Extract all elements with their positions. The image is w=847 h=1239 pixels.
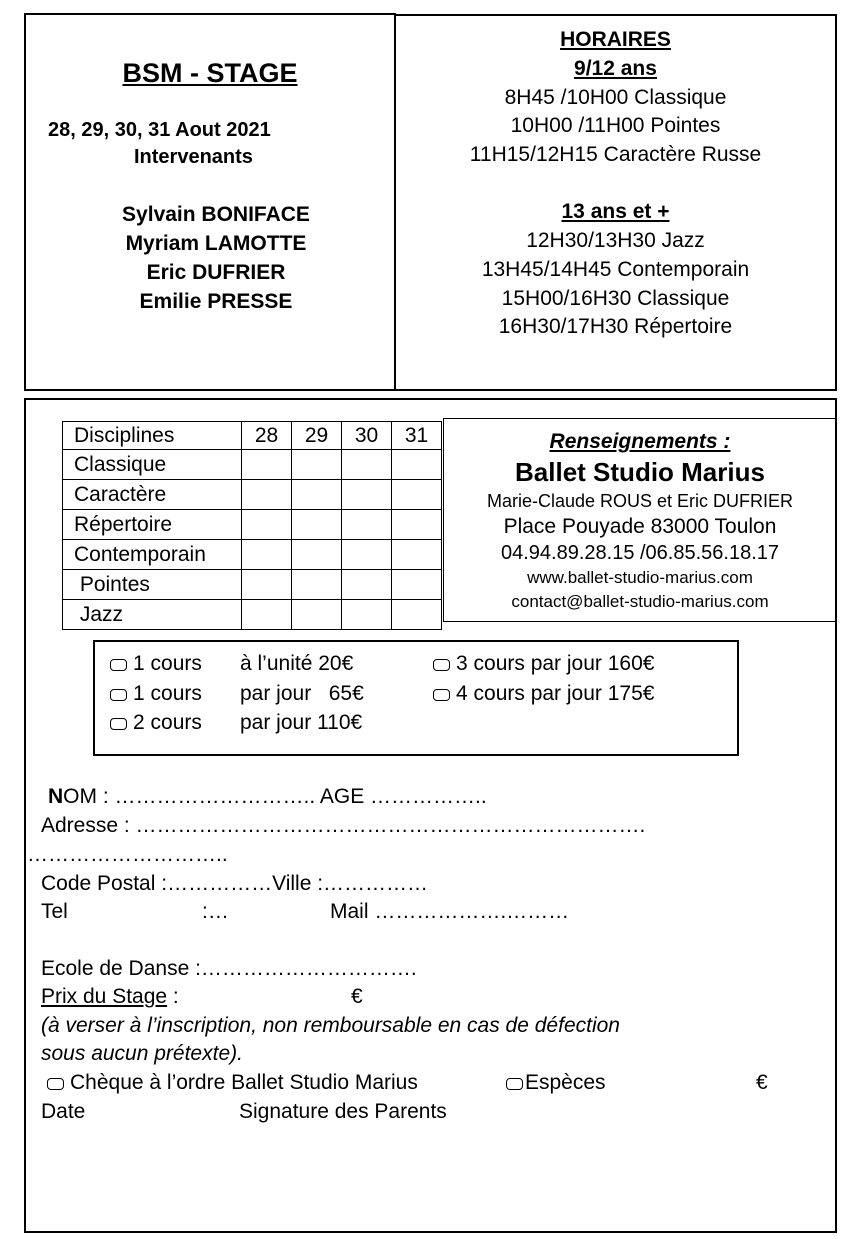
- date-field[interactable]: Date: [41, 1100, 86, 1123]
- day-cell[interactable]: [292, 600, 342, 630]
- day-cell[interactable]: [392, 600, 442, 630]
- table-row: [63, 510, 442, 540]
- adresse-continuation[interactable]: ………………………..: [27, 843, 228, 866]
- prix-row: [41, 985, 179, 1009]
- studio-address: Place Pouyade 83000 Toulon: [503, 515, 777, 538]
- age-group-label: 9/12 ans: [574, 57, 657, 80]
- mail-field[interactable]: Mail ……………….………: [330, 900, 570, 923]
- schedule-item: 10H00 /11H00 Pointes: [510, 114, 721, 137]
- tarif-detail: à l’unité 20€: [240, 652, 354, 675]
- studio-phones: 04.94.89.28.15 /06.85.56.18.17: [500, 542, 780, 564]
- especes-label: Espèces: [525, 1071, 606, 1094]
- discipline-name: Répertoire: [63, 510, 242, 540]
- contact-names: Marie-Claude ROUS et Eric DUFRIER: [486, 491, 794, 511]
- day-cell[interactable]: [292, 540, 342, 570]
- day-cell[interactable]: [342, 450, 392, 480]
- day-cell[interactable]: [242, 540, 292, 570]
- table-header-cell: Disciplines: [63, 422, 242, 450]
- intervenant-name: Sylvain BONIFACE: [122, 203, 310, 226]
- tarif-detail: par jour 110€: [240, 711, 363, 734]
- schedule-item: 11H15/12H15 Caractère Russe: [469, 143, 762, 166]
- tarif-option[interactable]: [110, 652, 202, 676]
- table-row: [63, 450, 442, 480]
- checkbox[interactable]: [110, 718, 127, 730]
- checkbox[interactable]: [506, 1078, 523, 1090]
- checkbox[interactable]: [110, 659, 127, 671]
- prix-euro: €: [351, 985, 363, 1008]
- day-cell[interactable]: [342, 510, 392, 540]
- day-cell[interactable]: [392, 480, 442, 510]
- day-cell[interactable]: [392, 540, 442, 570]
- day-cell[interactable]: [242, 570, 292, 600]
- tarif-option[interactable]: [433, 652, 654, 676]
- intervenant-name: Myriam LAMOTTE: [125, 232, 307, 255]
- discipline-name: Pointes: [63, 570, 242, 600]
- discipline-name: Classique: [63, 450, 242, 480]
- payment-note: (à verser à l’inscription, non remboursable en cas de défection: [41, 1014, 620, 1037]
- day-cell[interactable]: [342, 600, 392, 630]
- tel-field[interactable]: :…: [202, 900, 229, 923]
- discipline-name: Contemporain: [63, 540, 242, 570]
- ecole-field[interactable]: Ecole de Danse :………………………….: [41, 957, 417, 980]
- tarif-label: 3 cours par jour 160€: [456, 652, 655, 675]
- day-cell[interactable]: [242, 510, 292, 540]
- day-cell[interactable]: [242, 480, 292, 510]
- day-cell[interactable]: [392, 450, 442, 480]
- intervenant-name: Eric DUFRIER: [146, 261, 286, 284]
- table-row: [63, 570, 442, 600]
- day-cell[interactable]: [342, 570, 392, 600]
- especes-euro: €: [756, 1071, 768, 1094]
- cheque-option[interactable]: [47, 1071, 418, 1095]
- day-cell[interactable]: [392, 510, 442, 540]
- prix-label: Prix du Stage: [41, 985, 168, 1008]
- table-header-cell: 29: [292, 422, 342, 450]
- tarif-cours: 1 cours: [133, 682, 202, 705]
- day-cell[interactable]: [292, 450, 342, 480]
- schedule-item: 8H45 /10H00 Classique: [504, 86, 727, 109]
- day-cell[interactable]: [342, 540, 392, 570]
- disciplines-table: [62, 421, 442, 630]
- table-row: [63, 600, 442, 630]
- schedule-item: 13H45/14H45 Contemporain: [481, 258, 750, 281]
- studio-email[interactable]: contact@ballet-studio-marius.com: [511, 592, 769, 611]
- code-postal-ville-field[interactable]: Code Postal :……………Ville :……………: [41, 872, 429, 895]
- stage-title: BSM - STAGE: [122, 58, 298, 88]
- checkbox[interactable]: [110, 689, 127, 701]
- day-cell[interactable]: [342, 480, 392, 510]
- nom-age-field[interactable]: [48, 785, 487, 809]
- discipline-name: Caractère: [63, 480, 242, 510]
- schedule-item: 16H30/17H30 Répertoire: [498, 315, 733, 338]
- cheque-label: Chèque à l’ordre Ballet Studio Marius: [70, 1071, 418, 1094]
- nom-age-label: OM : ……………………….. AGE ……………..: [63, 785, 487, 808]
- day-cell[interactable]: [292, 570, 342, 600]
- studio-website[interactable]: www.ballet-studio-marius.com: [527, 568, 753, 587]
- tarif-detail: par jour 65€: [240, 682, 364, 705]
- tarif-option[interactable]: [433, 682, 654, 706]
- horaires-title: HORAIRES: [560, 28, 671, 51]
- table-row: [63, 480, 442, 510]
- studio-name: Ballet Studio Marius: [515, 457, 765, 487]
- nom-initial: N: [48, 785, 64, 808]
- table-header-cell: 31: [392, 422, 442, 450]
- signature-field[interactable]: Signature des Parents: [239, 1100, 447, 1123]
- tel-label: Tel: [41, 900, 68, 923]
- day-cell[interactable]: [242, 600, 292, 630]
- day-cell[interactable]: [392, 570, 442, 600]
- table-header-cell: 28: [242, 422, 292, 450]
- checkbox[interactable]: [47, 1078, 64, 1090]
- intervenant-name: Emilie PRESSE: [139, 290, 293, 313]
- tarif-option[interactable]: [110, 711, 202, 735]
- tarif-cours: 1 cours: [133, 652, 202, 675]
- stage-dates: 28, 29, 30, 31 Aout 2021: [48, 119, 271, 141]
- discipline-name: Jazz: [63, 600, 242, 630]
- checkbox[interactable]: [433, 689, 450, 701]
- table-header-cell: 30: [342, 422, 392, 450]
- especes-option[interactable]: [506, 1071, 606, 1095]
- renseignements-title: Renseignements :: [549, 430, 731, 453]
- schedule-item: 15H00/16H30 Classique: [501, 287, 730, 310]
- age-group-label: 13 ans et +: [561, 200, 670, 223]
- day-cell[interactable]: [292, 480, 342, 510]
- day-cell[interactable]: [242, 450, 292, 480]
- table-header-row: [63, 422, 442, 450]
- tarif-label: 4 cours par jour 175€: [456, 682, 655, 705]
- payment-note: sous aucun prétexte).: [41, 1042, 243, 1065]
- day-cell[interactable]: [292, 510, 342, 540]
- prix-colon: :: [167, 985, 179, 1008]
- tarif-option[interactable]: [110, 682, 202, 706]
- table-row: [63, 540, 442, 570]
- intervenants-label: Intervenants: [134, 146, 253, 168]
- adresse-field[interactable]: Adresse : ……………………………………………………………….: [41, 814, 646, 837]
- tarif-cours: 2 cours: [133, 711, 202, 734]
- checkbox[interactable]: [433, 659, 450, 671]
- schedule-item: 12H30/13H30 Jazz: [526, 229, 705, 252]
